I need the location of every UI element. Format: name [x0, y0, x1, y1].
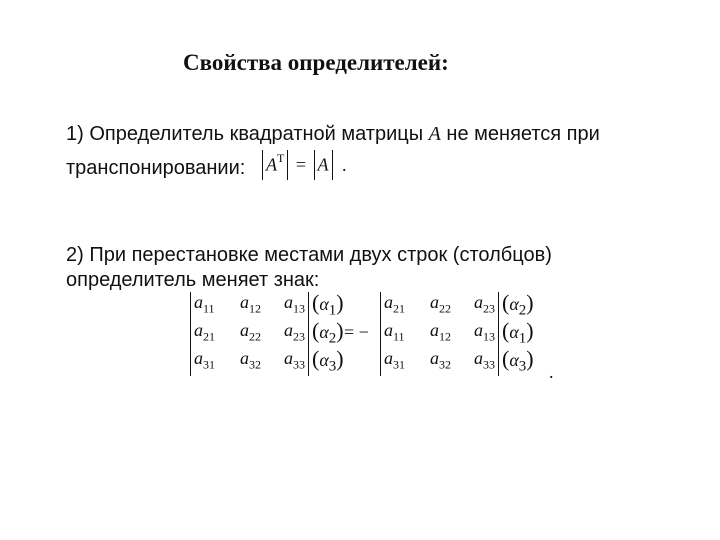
formula-left-a: A — [266, 154, 277, 175]
matrix-entry: $a_{11}$ — [194, 292, 215, 316]
row-label: $(\alpha_3)$ — [502, 346, 534, 375]
matrix-entry: $a_{31}$ — [384, 348, 405, 372]
equals-minus: = − — [344, 322, 369, 342]
det-bar — [332, 150, 333, 180]
det-bar — [498, 292, 499, 376]
det-bar — [308, 292, 309, 376]
matrix-entry: $a_{12}$ — [240, 292, 261, 316]
row-label: $(\alpha_2)$ — [502, 290, 534, 319]
matrix-entry: $a_{11}$ — [384, 320, 405, 344]
matrix-entry: $a_{23}$ — [474, 292, 495, 316]
right-determinant — [380, 292, 540, 376]
formula-eq: = — [295, 154, 306, 175]
det-bar — [287, 150, 288, 180]
row-label: $(\alpha_2)$ — [312, 318, 344, 347]
matrix-entry: $a_{12}$ — [430, 320, 451, 344]
matrix-entry: $a_{21}$ — [384, 292, 405, 316]
property-2-line-2: определитель меняет знак: — [66, 269, 320, 291]
row-label: $(\alpha_1)$ — [312, 290, 344, 319]
property-2-line-1: 2) При перестановке местами двух строк (столбцов) — [66, 244, 552, 266]
formula-right-a: A — [317, 154, 329, 175]
det-bar — [262, 150, 263, 180]
row-label: $(\alpha_3)$ — [312, 346, 344, 375]
matrix-entry: $a_{13}$ — [284, 292, 305, 316]
formula-sup-t: T — [277, 151, 285, 166]
matrix-entry: $a_{31}$ — [194, 348, 215, 372]
property-1-line-2: транспонировании: — [66, 157, 246, 179]
property-1-line-1 — [66, 123, 600, 146]
matrix-entry: $a_{33}$ — [284, 348, 305, 372]
matrix-entry: $a_{23}$ — [284, 320, 305, 344]
matrix-entry: $a_{13}$ — [474, 320, 495, 344]
matrix-entry: $a_{32}$ — [240, 348, 261, 372]
det-bar — [190, 292, 191, 376]
property-1-var-a: A — [428, 123, 441, 145]
matrix-entry: $a_{33}$ — [474, 348, 495, 372]
matrix-entry: $a_{32}$ — [430, 348, 451, 372]
property-1-text-b: не меняется при — [440, 123, 600, 145]
matrix-entry: $a_{22}$ — [240, 320, 261, 344]
matrix-entry: $a_{21}$ — [194, 320, 215, 344]
left-determinant — [190, 292, 350, 376]
matrix-entry: $a_{22}$ — [430, 292, 451, 316]
formula-end-dot: . — [549, 362, 554, 382]
formula-end-dot: . — [342, 154, 347, 175]
transpose-formula — [259, 150, 347, 182]
det-bar — [314, 150, 315, 180]
property-1-number: 1) — [66, 123, 84, 145]
property-1-text-a: Определитель квадратной матрицы — [89, 123, 429, 145]
slide-title: Свойства определителей: — [183, 50, 449, 75]
det-bar — [380, 292, 381, 376]
row-label: $(\alpha_1)$ — [502, 318, 534, 347]
